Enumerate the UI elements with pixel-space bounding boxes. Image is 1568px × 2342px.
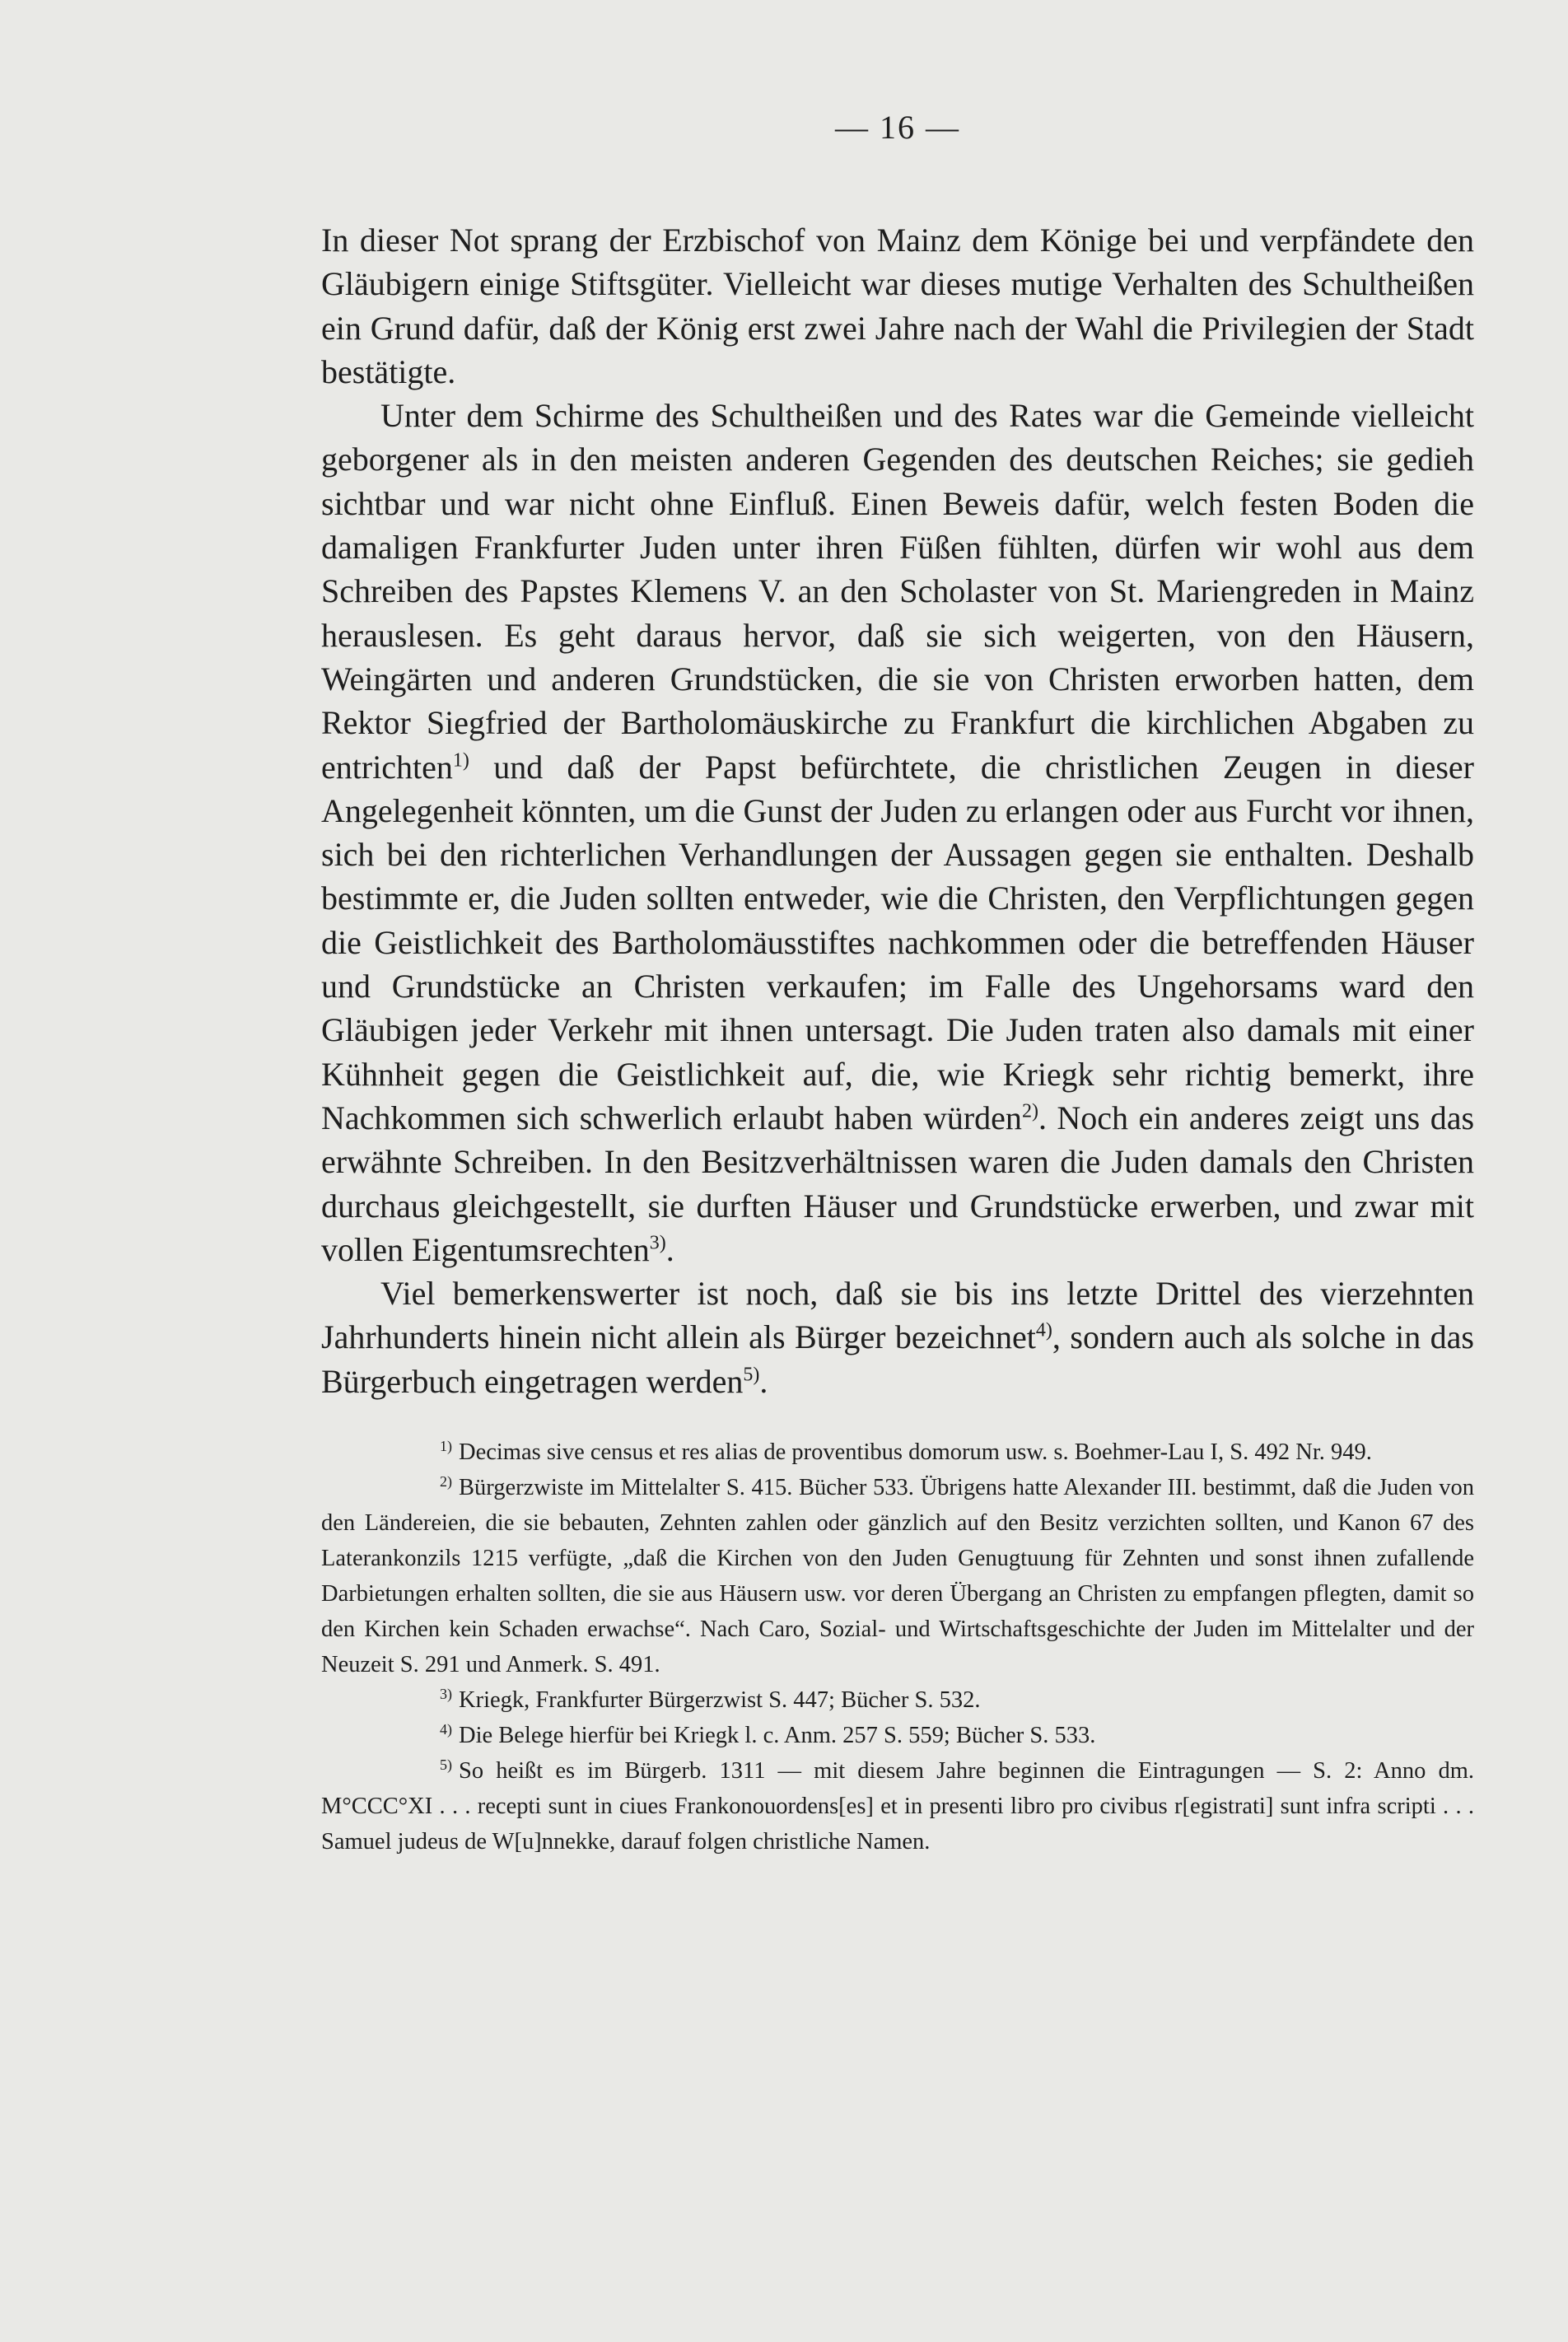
footnote-reference: 1) [452, 749, 469, 772]
book-page [321, 111, 1474, 1859]
paragraph-text: In dieser Not sprang der Erzbischof von Mainz dem Könige bei und verpfändete den Gläubigern einige Stiftsgüter. Vielleicht war dieses mutige Verhalten des Schultheißen ein Grund dafür, daß der König erst zwei Jahre nach der Wahl die Privilegien der Stadt bestätigte. [321, 222, 1474, 390]
footnote: $^{5)}$ So heißt es im Bürgerb. 1311 — mit diesem Jahre beginnen die Eintragungen — S. 2: Anno dm. M°CCC°XI . . . recepti sunt in ciues Frankonouordens[es] et in presenti libro pro civibus r[egistrati] sunt infra scripti . . . Samuel judeus de W[u]nnekke, darauf folgen christliche Namen. [321, 1756, 1474, 1855]
footnote-reference: 4) [1035, 1320, 1052, 1342]
paragraph-text: . Noch ein anderes zeigt uns das erwähnte Schreiben. In den Besitzverhältnissen waren die Juden damals den Christen durchaus gleichgestellt, sie durften Häuser und Grundstücke erwerben, und zwar mit vollen Eigentumsrechten [321, 1099, 1475, 1268]
footnote-text: Bürgerzwiste im Mittelalter S. 415. Bücher 533. Übrigens hatte Alexander III. bestimmt, daß die Juden von den Ländereien, die sie bebauten, Zehnten zahlen oder gänzlich auf den Besitz verzichten sollten, und Kanon 67 des Laterankonzils 1215 verfügte, „daß die Kirchen von den Juden Genugtuung für Zehnten und sonst ihnen zufallende Darbietungen erhalten sollten, die sie aus Häusern usw. vor deren Übergang an Christen zu empfangen pflegten, damit so den Kirchen kein Schaden erwachse“. Nach Caro, Sozial- und Wirtschaftsgeschichte der Juden im Mittelalter und der Neuzeit S. 291 und Anmerk. S. 491. [321, 1475, 1474, 1678]
footnote: $^{2)}$ Bürgerzwiste im Mittelalter S. 415. Bücher 533. Übrigens hatte Alexander III. bestimmt, daß die Juden von den Ländereien, die sie bebauten, Zehnten zahlen oder gänzlich auf den Besitz verzichten sollten, und Kanon 67 des Laterankonzils 1215 verfügte, „daß die Kirchen von den Juden Genugtuung für Zehnten und sonst ihnen zufallende Darbietungen erhalten sollten, die sie aus Häusern usw. vor deren Übergang an Christen zu empfangen pflegten, damit so den Kirchen kein Schaden erwachse“. Nach Caro, Sozial- und Wirtschaftsgeschichte der Juden im Mittelalter und der Neuzeit S. 291 und Anmerk. S. 491. [321, 1472, 1474, 1678]
footnote: $^{1)}$ Decimas sive census et res alias de proventibus domorum usw. s. Boehmer-Lau I, S. 492 Nr. 949. [440, 1437, 1372, 1466]
page-number: — 16 — [835, 109, 960, 146]
paragraph-text: , sondern auch als solche in das Bürgerbuch eingetragen werden [321, 1318, 1474, 1400]
paragraph-text: Unter dem Schirme des Schultheißen und des Rates war die Gemeinde vielleicht geborgener als in den meisten anderen Gegenden des deutschen Reiches; sie gedieh sichtbar und war nicht ohne Einfluß. Einen Beweis dafür, welch festen Boden die damaligen Frankfurter Juden unter ihren Füßen fühlten, dürfen wir wohl aus dem Schreiben des Papstes Klemens V. an den Scholaster von St. Mariengreden in Mainz herauslesen. Es geht daraus hervor, daß sie sich weigerten, von den Häusern, Weingärten und anderen Grundstücken, die sie von Christen erworben hatten, dem Rektor Siegfried der Bartholomäuskirche zu Frankfurt die kirchlichen Abgaben zu entrichten [321, 397, 1474, 786]
paragraph-text: und daß der Papst befürchtete, die christlichen Zeugen in dieser Angelegenheit könnten, um die Gunst der Juden zu erlangen oder aus Furcht vor ihnen, sich bei den richterlichen Verhandlungen der Aussagen gegen sie enthalten. Deshalb bestimmte er, die Juden sollten entweder, wie die Christen, den Verpflichtungen gegen die Geistlichkeit des Bartholomäusstiftes nachkommen oder die betreffenden Häuser und Grundstücke an Christen verkaufen; im Falle des Ungehorsams ward den Gläubigen jeder Verkehr mit ihnen untersagt. Die Juden traten also damals mit einer Kühnheit gegen die Geistlichkeit auf, die, wie Kriegk sehr richtig bemerkt, ihre Nachkommen sich schwerlich erlaubt haben würden [321, 748, 1474, 1136]
footnote: $^{3)}$ Kriegk, Frankfurter Bürgerzwist S. 447; Bücher S. 532. [440, 1685, 981, 1714]
footnote-reference: 3) [649, 1232, 666, 1254]
footnotes [321, 1435, 1474, 1859]
footnote-text: Die Belege hierfür bei Kriegk l. c. Anm. 257 S. 559; Bücher S. 533. [459, 1723, 1096, 1749]
footnote-text: Decimas sive census et res alias de proventibus domorum usw. s. Boehmer-Lau I, S. 492 Nr. 949. [459, 1439, 1372, 1466]
paragraph-text: . [665, 1230, 674, 1268]
paragraph-text: Viel bemerkenswerter ist noch, daß sie bis ins letzte Drittel des vierzehnten Jahrhunderts hinein nicht allein als Bürger bezeichnet [321, 1275, 1474, 1356]
body-paragraph [321, 394, 1474, 1271]
main-text [321, 218, 1474, 1403]
footnote: $^{4)}$ Die Belege hierfür bei Kriegk l. c. Anm. 257 S. 559; Bücher S. 533. [440, 1720, 1096, 1749]
paragraph-text: . [759, 1362, 768, 1400]
footnote-reference: 5) [743, 1364, 760, 1386]
footnote-text: So heißt es im Bürgerb. 1311 — mit diesem Jahre beginnen die Eintragungen — S. 2: Anno dm. M°CCC°XI . . . recepti sunt in ciues Frankonouordens[es] et in presenti libro pro civibus r[egistrati] sunt infra scripti . . . Samuel judeus de W[u]nnekke, darauf folgen christliche Namen. [321, 1758, 1474, 1855]
footnote-reference: 2) [1021, 1100, 1038, 1122]
body-paragraph [321, 1271, 1474, 1403]
body-paragraph [321, 218, 1474, 394]
footnote-text: Kriegk, Frankfurter Bürgerzwist S. 447; Bücher S. 532. [459, 1687, 981, 1714]
